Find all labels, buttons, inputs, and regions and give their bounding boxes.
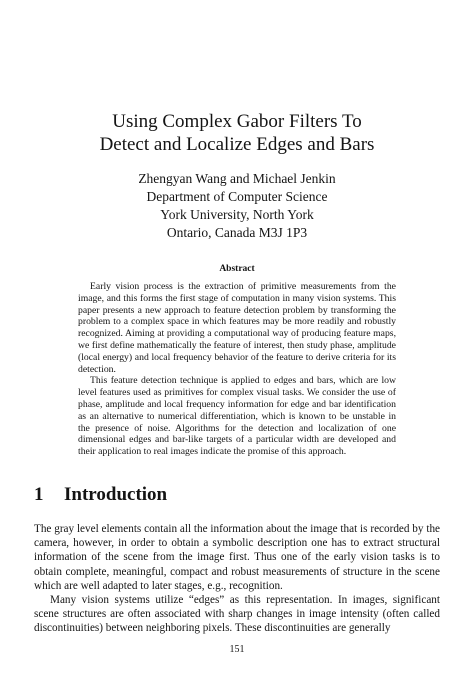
- affiliation-university: York University, North York: [160, 207, 314, 222]
- intro-paragraph-2: Many vision systems utilize “edges” as this representation. In images, significant scene structures are often associated with sharp changes in image intensity (often called discontinuities) between neighboring pixels. These discontinuities are generally: [34, 594, 440, 635]
- abstract-paragraph-1: Early vision process is the extraction of primitive measurements from the image, and this forms the first stage of computation in many vision systems. This paper presents a new approach to feature detection problem by transforming the problem to a complex space in which features may be more readily and robustly recognized. Aiming at providing a computational way of producing feature maps, we first define mathematically the feature of interest, then study phase, amplitude (local energy) and local frequency behavior of the feature to derive criteria for its detection.: [78, 281, 396, 375]
- introduction-body: [34, 522, 440, 636]
- paper-title-line-1: Using Complex Gabor Filters To: [112, 111, 362, 132]
- abstract-body: [78, 281, 396, 458]
- section-heading-introduction: [34, 484, 167, 506]
- section-title: Introduction: [64, 484, 168, 505]
- affiliation-location: Ontario, Canada M3J 1P3: [166, 225, 308, 240]
- section-number: 1: [34, 484, 44, 505]
- page-number: 151: [229, 644, 245, 655]
- intro-paragraph-1: The gray level elements contain all the information about the image that is recorded by the camera, however, in order to obtain a symbolic description one has to extract structural information of the scene from the image first. Thus one of the early vision tasks is to obtain complete, meaningful, compact and robust measurements of structure in the scene which are well adapted to later stages, e.g., recognition.: [34, 523, 440, 592]
- paper-title-line-2: Detect and Localize Edges and Bars: [99, 134, 375, 155]
- author-names: Zhengyan Wang and Michael Jenkin: [138, 171, 336, 186]
- abstract-paragraph-2: This feature detection technique is applied to edges and bars, which are low level features used as primitives for complex visual tasks. We consider the use of phase, amplitude and local frequency information for edge and bar identification as an alternative to numerical differentiation, which is known to be unstable in the presence of noise. Algorithms for the detection and localization of one dimensional edges and bar-like targets of a particular width are developed and their application to real images indicate the promise of this approach.: [78, 375, 396, 458]
- abstract-heading: Abstract: [219, 264, 255, 274]
- affiliation-department: Department of Computer Science: [146, 189, 328, 204]
